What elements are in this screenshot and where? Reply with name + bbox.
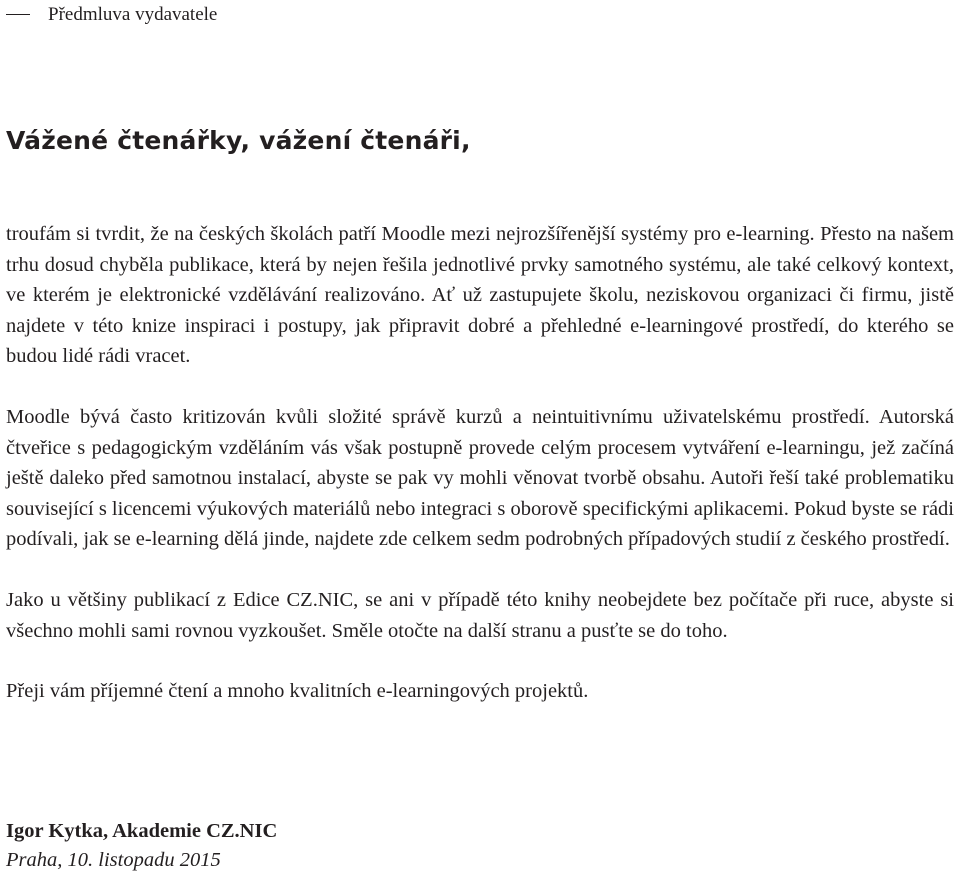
signature-name: Igor Kytka, Akademie CZ.NIC (6, 820, 278, 842)
salutation-heading: Vážené čtenářky, vážení čtenáři, (6, 126, 471, 155)
running-head-title: Předmluva vydavatele (48, 4, 218, 25)
running-head (6, 2, 217, 28)
paragraph-2: Moodle bývá často kritizován kvůli složité správě kurzů a neintuitivnímu uživatelskému prostředí. Autorská čtveřice s pedagogickým vzděláním vás však postupně provede celým procesem vytváření e-learningu, jež začíná ještě daleko před samotnou instalací, abyste se pak vy mohli věnovat tvorbě obsahu. Autoři řeší také problematiku související s licencemi výukových materiálů nebo integraci s oborově specifickými aplikacemi. Pokud byste se rádi podívali, jak se e-learning dělá jinde, najdete zde celkem sedm podrobných případových studií z českého prostředí. (6, 405, 954, 551)
paragraph-3: Jako u většiny publikací z Edice CZ.NIC, se ani v případě této knihy neobejdete bez počítače při ruce, abyste si všechno mohli sami rovnou vyzkoušet. Směle otočte na další stranu a pusťte se do toho. (6, 588, 954, 642)
paragraph-1: troufám si tvrdit, že na českých školách patří Moodle mezi nejrozšířenější systémy pro e-learning. Přesto na našem trhu dosud chyběla publikace, která by nejen řešila jednotlivé prvky samotného systému, ale také celkový kontext, ve kterém je elektronické vzdělávání realizováno. Ať už zastupujete školu, neziskovou organizaci či firmu, jistě najdete v této knize inspiraci i postupy, jak připravit dobré a přehledné e-learningové prostředí, do kterého se budou lidé rádi vracet. (6, 223, 954, 368)
signature-block (6, 817, 277, 875)
signature-place-date: Praha, 10. listopadu 2015 (6, 849, 221, 871)
foreword-body (6, 219, 954, 707)
running-head-dash (6, 14, 30, 15)
paragraph-4: Přeji vám příjemné čtení a mnoho kvalitních e-learningových projektů. (6, 680, 589, 703)
